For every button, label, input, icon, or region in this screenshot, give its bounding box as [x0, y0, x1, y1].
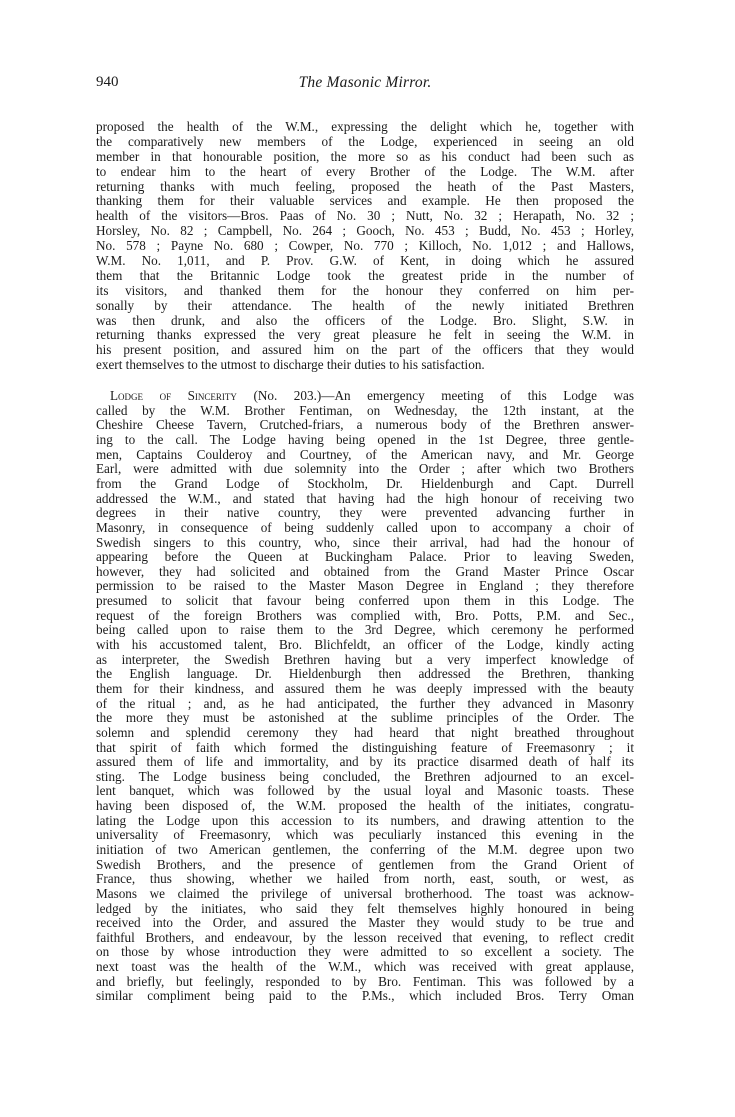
text-line: health of the visitors—Bros. Paas of No. 30 ; Nutt, No. 32 ; Herapath, No. 32 ; — [96, 208, 634, 224]
text-line: on those by whose introduction they were admitted to so excellent a society. The — [96, 944, 634, 960]
text-line: his present position, and assured him on the part of the officers that they would — [96, 342, 634, 358]
text-line: Earl, were admitted with due solemnity into the Order ; after which two Brothers — [96, 461, 634, 477]
text-line: being called upon to raise them to the 3rd Degree, which ceremony he performed — [96, 622, 634, 638]
text-line: called by the W.M. Brother Fentiman, on Wednesday, the 12th instant, at the — [96, 402, 634, 418]
text-line: Swedish Brothers, and the presence of gentlemen from the Grand Orient of — [96, 856, 634, 872]
text-line: initiation of two American gentlemen, the conferring of the M.M. degree upon two — [96, 842, 634, 857]
text-line: ledged by the initiates, who said they felt themselves highly honoured in being — [96, 900, 634, 916]
text-line: member in that honourable position, the more so as his conduct had been such as — [96, 148, 634, 164]
text-line: sonally by their attendance. The health of the newly initiated Brethren — [96, 297, 634, 313]
text-line: addressed the W.M., and stated that having had the high honour of receiving two — [96, 490, 634, 506]
text-line: No. 578 ; Payne No. 680 ; Cowper, No. 770 ; Killoch, No. 1,012 ; and Hallows, — [96, 238, 634, 254]
text-line: men, Captains Coulderoy and Courtney, of the American navy, and Mr. George — [96, 446, 634, 462]
text-line: lent banquet, which was followed by the usual loyal and Masonic toasts. These — [96, 783, 634, 799]
text-line: Horsley, No. 82 ; Campbell, No. 264 ; Gooch, No. 453 ; Budd, No. 453 ; Horley, — [96, 223, 634, 239]
text-line: was then drunk, and also the officers of the Lodge. Bro. Slight, S.W. in — [96, 312, 634, 328]
text-line: permission to be raised to the Master Mason Degree in England ; they therefore — [96, 578, 634, 594]
text-line: proposed the health of the W.M., expressing the delight which he, together with — [96, 119, 634, 134]
text-line: Cheshire Cheese Tavern, Crutched-friars, a numerous body of the Brethren answer- — [96, 417, 634, 433]
text-line: Masons we claimed the privilege of universal brotherhood. The toast was acknow- — [96, 885, 634, 901]
paragraph-continued-toasts — [96, 120, 634, 373]
text-line: appearing before the Queen at Buckingham Palace. Prior to leaving Sweden, — [96, 549, 634, 565]
text-line: of the ritual ; and, as he had anticipated, the further they advanced in Masonry — [96, 695, 634, 711]
text-line: its visitors, and thanked them for the honour they conferred on him per- — [96, 282, 634, 298]
document-page — [96, 74, 634, 1004]
text-line: request of the foreign Brothers was complied with, Bro. Potts, P.M. and Sec., — [96, 607, 634, 623]
text-line: next toast was the health of the W.M., which was received with great applause, — [96, 959, 634, 975]
text-line: degrees in their native country, they were prevented advancing further in — [96, 505, 634, 521]
text-line: W.M. No. 1,011, and P. Prov. G.W. of Kent, in doing which he assured — [96, 253, 634, 269]
running-head — [96, 74, 634, 96]
text-line: thanking them for their valuable services and example. He then proposed the — [96, 193, 634, 209]
text-line: however, they had solicited and obtained from the Grand Master Prince Oscar — [96, 563, 634, 579]
text-line: lating the Lodge upon this accession to its numbers, and drawing attention to the — [96, 812, 634, 828]
text-line: ing to the call. The Lodge having being opened in the 1st Degree, three gentle- — [96, 432, 634, 448]
text-line: Masonry, in consequence of being suddenly called upon to accompany a choir of — [96, 519, 634, 535]
text-line: the more they must be astonished at the sublime principles of the Order. The — [96, 710, 634, 726]
text-line: and briefly, but feelingly, responded to by Bro. Fentiman. This was followed by a — [96, 973, 634, 989]
text-line: exert themselves to the utmost to discharge their duties to his satisfaction. — [96, 357, 485, 373]
text-line: as interpreter, the Swedish Brethren having but a very imperfect knowledge of — [96, 651, 634, 667]
section-heading: Lodge of Sincerity — [110, 388, 237, 404]
text-line: France, thus showing, whether we hailed from north, east, south, or west, as — [96, 871, 634, 887]
body-text — [96, 120, 634, 1004]
text-line: to endear him to the heart of every Brother of the Lodge. The W.M. after — [96, 163, 634, 179]
text-line: the comparatively new members of the Lodge, experienced in seeing an old — [96, 133, 634, 149]
text-line: them for their kindness, and assured them he was deeply impressed with the beauty — [96, 680, 634, 696]
paragraph-lodge-of-sincerity — [96, 389, 634, 1004]
text-line: from the Grand Lodge of Stockholm, Dr. Hieldenburgh and Capt. Durrell — [96, 475, 634, 491]
text-line: the English language. Dr. Hieldenburgh then addressed the Brethren, thanking — [96, 666, 634, 682]
text-line: them that the Britannic Lodge took the greatest pride in the number of — [96, 267, 634, 283]
text-line: returning thanks expressed the very great pleasure he felt in seeing the W.M. in — [96, 327, 634, 343]
text-line: similar compliment being paid to the P.Ms., which included Bros. Terry Oman — [96, 988, 634, 1004]
text-line — [96, 389, 634, 404]
text-line: that spirit of faith which formed the distinguishing feature of Freemasonry ; it — [96, 739, 634, 755]
text-line: presumed to solicit that favour being conferred upon them in this Lodge. The — [96, 593, 634, 609]
text-line: sting. The Lodge business being concluded, the Brethren adjourned to an excel- — [96, 768, 634, 784]
text-line: received into the Order, and assured the Master they would study to be true and — [96, 915, 634, 931]
journal-title: The Masonic Mirror. — [298, 74, 432, 91]
text-line: solemn and splendid ceremony they had heard that night breathed throughout — [96, 724, 634, 740]
text-line: universality of Freemasonry, which was peculiarly instanced this evening in the — [96, 827, 634, 843]
text-line: assured them of life and immortality, and by its practice disarmed death of half its — [96, 754, 634, 770]
text-line: Swedish singers to this country, who, since their arrival, had had the honour of — [96, 534, 634, 550]
text-line: having been disposed of, the W.M. proposed the health of the initiates, congratu- — [96, 798, 634, 814]
page-number: 940 — [96, 74, 119, 90]
text-line-rest: (No. 203.)—An emergency meeting of this Lodge was — [236, 388, 635, 404]
text-line: faithful Brothers, and endeavour, by the lesson received that evening, to reflect credit — [96, 929, 634, 945]
text-line: with his accustomed talent, Bro. Blichfeldt, an officer of the Lodge, kindly acting — [96, 637, 634, 653]
text-line: returning thanks with much feeling, proposed the heath of the Past Masters, — [96, 178, 634, 194]
